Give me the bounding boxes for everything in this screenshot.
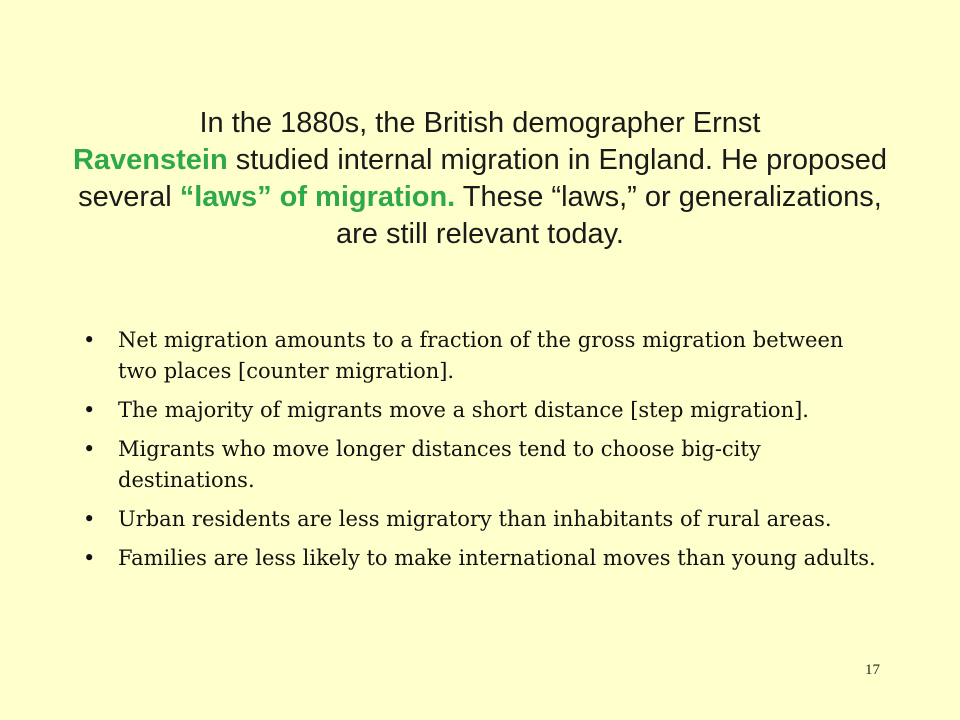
list-item: • The majority of migrants move a short distance [step migration]. [80,395,880,426]
title-part-1: In the 1880s, the British demographer Ernst [199,107,761,139]
laws-highlight: “laws” of migration. [179,181,456,213]
title-part-3: These “laws,” or generalizations, are still relevant today. [336,181,882,250]
ravenstein-highlight: Ravenstein [72,144,228,176]
title-part-2: studied internal migration in England. He proposed several [78,144,888,213]
list-item: • Migrants who move longer distances tend to choose big-city destinations. [80,434,880,496]
list-item: • Net migration amounts to a fraction of the gross migration between two places [counter migration]. [80,325,880,387]
list-item: • Families are less likely to make international moves than young adults. [80,543,880,574]
laws-list [80,325,880,582]
list-item: • Urban residents are less migratory than inhabitants of rural areas. [80,504,880,535]
slide-title [60,105,900,253]
page-number: 17 [865,662,880,678]
